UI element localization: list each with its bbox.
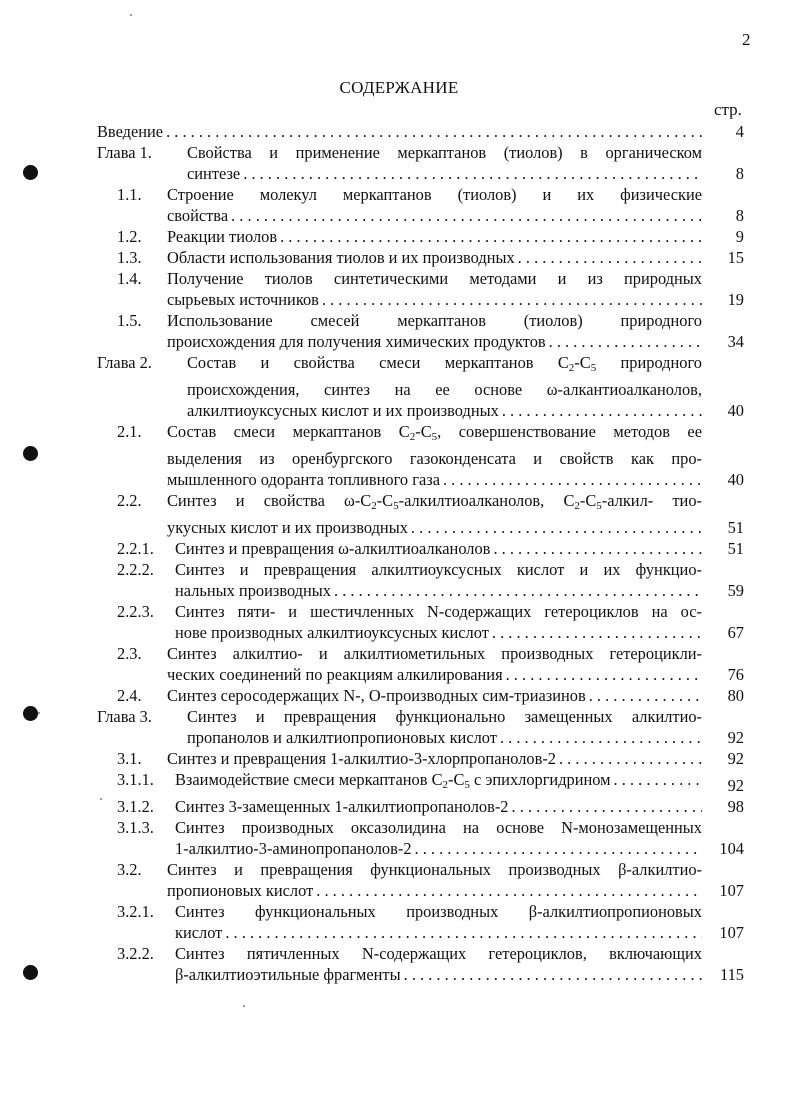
toc-entry-number: 1.1. [117, 185, 142, 204]
page-number: 2 [742, 30, 751, 49]
toc-entry-line: ческих соединений по реакциям алкилирования . . . [167, 664, 702, 685]
dot-leader [401, 964, 702, 985]
toc-entry [0, 769, 798, 796]
toc-entry-line: Синтез и превращения функциональных производных β-алкилтио- [167, 860, 702, 879]
dot-leader [489, 622, 702, 643]
toc-entry [0, 247, 798, 268]
toc-entry [0, 310, 798, 352]
toc-entry-page: 92 [727, 728, 744, 747]
dot-leader [222, 922, 702, 943]
toc-entry-line: Реакции тиолов . . . [167, 226, 702, 247]
toc-entry-page: 104 [719, 839, 744, 858]
toc-entry [0, 643, 798, 685]
toc-entry-line: укусных кислот и их производных . . . [167, 517, 702, 538]
toc-entry-number: 1.5. [117, 311, 142, 330]
dot-leader [503, 664, 702, 685]
toc-entry-line: Синтез производных оксазолидина на основе N-монозамещенных [175, 818, 702, 837]
toc-entry-page: 9 [735, 227, 744, 246]
toc-entry-line: Синтез пяти- и шестичленных N-содержащих гетероциклов на ос- [175, 602, 702, 621]
toc-entry [0, 184, 798, 226]
toc-entry-line: Состав и свойства смеси меркаптанов $C_2-C_5$ природного [187, 353, 702, 374]
toc-entry-line: алкилтиоуксусных кислот и их производных . . . [187, 400, 702, 421]
dot-leader [228, 205, 702, 226]
toc-entry [0, 901, 798, 943]
punch-hole-mark [23, 706, 38, 721]
toc-entry-line: Строение молекул меркаптанов (тиолов) и их физические [167, 185, 702, 204]
dot-leader [412, 838, 702, 859]
toc-entry [0, 121, 798, 142]
toc-entry [0, 490, 798, 538]
toc-entry-line: Синтез и свойства $\omega-C_2-C_5$-алкилтиоалканолов, $C_2-C_5-алкил-$ тио- [167, 491, 702, 512]
toc-entry [0, 226, 798, 247]
toc-entry-line: мышленного одоранта топливного газа . . . [167, 469, 702, 490]
dot-leader [319, 289, 702, 310]
dot-leader [163, 121, 702, 142]
toc-entry [0, 685, 798, 706]
toc-entry-line: Синтез и превращения функционально замещенных алкилтио- [187, 707, 702, 726]
toc-entry [0, 796, 798, 817]
toc-entry [0, 706, 798, 748]
dot-leader [556, 748, 702, 769]
scan-speck [130, 14, 132, 16]
toc-entry-page: 51 [727, 539, 744, 558]
toc-entry-page: 76 [727, 665, 744, 684]
toc-entry-number: 3.1.1. [117, 770, 154, 789]
dot-leader [277, 226, 702, 247]
toc-entry-line: пропанолов и алкилтиопропионовых кислот . . . [187, 727, 702, 748]
toc-entry-number: 1.4. [117, 269, 142, 288]
page-column-label: стр. [714, 100, 742, 119]
toc-entry-page: 107 [719, 881, 744, 900]
scan-speck [100, 798, 102, 800]
toc-entry [0, 142, 798, 184]
toc-entry-line: пропионовых кислот . . . [167, 880, 702, 901]
toc-entry [0, 817, 798, 859]
toc-entry-page: 15 [727, 248, 744, 267]
toc-entry-number: 2.2.1. [117, 539, 154, 558]
toc-entry-number: 3.2. [117, 860, 142, 879]
toc-entry-number: 1.3. [117, 248, 142, 267]
punch-hole-mark [23, 446, 38, 461]
toc-entry-line: Синтез и превращения 1-алкилтио-3-хлорпропанолов-2 . . . [167, 748, 702, 769]
dot-leader [240, 163, 702, 184]
punch-hole-mark [23, 165, 38, 180]
toc-entry-line: Синтез алкилтио- и алкилтиометильных производных гетероцикли- [167, 644, 702, 663]
punch-hole-mark [23, 965, 38, 980]
toc-entry [0, 538, 798, 559]
toc-entry-line: Свойства и применение меркаптанов (тиолов) в органическом [187, 143, 702, 162]
toc-entry-number: 3.1.3. [117, 818, 154, 837]
toc-entry [0, 268, 798, 310]
toc-entry-page: 40 [727, 470, 744, 489]
toc-entry-line: Синтез и превращения алкилтиоуксусных кислот и их функцио- [175, 560, 702, 579]
toc-entry-line: Введение . . . [97, 121, 702, 142]
scan-speck [38, 712, 40, 714]
dot-leader [546, 331, 702, 352]
toc-entry-line: Получение тиолов синтетическими методами и из природных [167, 269, 702, 288]
toc-entry-page: 115 [720, 965, 744, 984]
toc-entry-number: 2.2.2. [117, 560, 154, 579]
toc-entry-page: 51 [727, 518, 744, 537]
toc-entry-number: 3.2.1. [117, 902, 154, 921]
toc-entry-line: нальных производных . . . [175, 580, 702, 601]
table-of-contents [0, 121, 798, 985]
toc-entry-page: 34 [727, 332, 744, 351]
scan-speck [243, 1005, 245, 1007]
dot-leader [515, 247, 702, 268]
dot-leader [611, 769, 702, 796]
toc-entry [0, 601, 798, 643]
toc-entry-line: Синтез 3-замещенных 1-алкилтиопропанолов-2 . . . [175, 796, 702, 817]
toc-entry-line: Синтез и превращения ω-алкилтиоалканолов . . . [175, 538, 702, 559]
toc-entry-line: Использование смесей меркаптанов (тиолов) природного [167, 311, 702, 330]
dot-leader [499, 400, 702, 421]
toc-entry-number: Глава 2. [97, 353, 152, 372]
dot-leader [440, 469, 702, 490]
dot-leader [331, 580, 702, 601]
toc-entry-page: 4 [735, 122, 744, 141]
toc-entry-page: 67 [727, 623, 744, 642]
dot-leader [313, 880, 702, 901]
toc-entry-line: нове производных алкилтиоуксусных кислот . . . [175, 622, 702, 643]
toc-entry-line: происхождения для получения химических продуктов . . . [167, 331, 702, 352]
toc-entry-number: Глава 3. [97, 707, 152, 726]
toc-entry-number: Глава 1. [97, 143, 152, 162]
toc-entry-line: β-алкилтиоэтильные фрагменты . . . [175, 964, 702, 985]
toc-entry-number: 2.1. [117, 422, 142, 441]
toc-entry-line: синтезе . . . [187, 163, 702, 184]
toc-entry-page: 80 [727, 686, 744, 705]
toc-entry-page: 92 [727, 749, 744, 768]
toc-entry-page: 92 [727, 776, 744, 795]
toc-entry-line: Состав смеси меркаптанов $C_2-C_5$, совершенствование методов ее [167, 422, 702, 443]
toc-entry-line: Взаимодействие смеси меркаптанов $C_2-C_5$ с эпихлоргидрином . . . [175, 769, 702, 796]
dot-leader [497, 727, 702, 748]
toc-entry-page: 8 [735, 206, 744, 225]
toc-entry-page: 8 [735, 164, 744, 183]
toc-entry [0, 859, 798, 901]
page-title: СОДЕРЖАНИЕ [339, 78, 459, 97]
toc-entry-number: 2.3. [117, 644, 142, 663]
toc-entry-line: выделения из оренбургского газоконденсата и свойств как про- [167, 449, 702, 468]
toc-entry-line: сырьевых источников . . . [167, 289, 702, 310]
toc-entry-line: Синтез пятичленных N-содержащих гетероциклов, включающих [175, 944, 702, 963]
toc-entry-page: 19 [727, 290, 744, 309]
toc-entry-page: 98 [727, 797, 744, 816]
toc-entry-page: 107 [719, 923, 744, 942]
dot-leader [408, 517, 702, 538]
toc-entry-number: 2.2. [117, 491, 142, 510]
toc-entry-number: 2.2.3. [117, 602, 154, 621]
toc-entry-line: 1-алкилтио-3-аминопропанолов-2 . . . [175, 838, 702, 859]
toc-entry-line: Области использования тиолов и их производных . . . [167, 247, 702, 268]
dot-leader [509, 796, 702, 817]
toc-entry [0, 352, 798, 421]
toc-entry-number: 3.1.2. [117, 797, 154, 816]
toc-entry [0, 748, 798, 769]
toc-entry-line: свойства . . . [167, 205, 702, 226]
toc-entry [0, 943, 798, 985]
toc-entry-line: кислот . . . [175, 922, 702, 943]
toc-entry-line: Синтез функциональных производных β-алкилтиопропионовых [175, 902, 702, 921]
dot-leader [586, 685, 702, 706]
toc-entry-number: 3.1. [117, 749, 142, 768]
toc-entry [0, 421, 798, 490]
dot-leader [490, 538, 702, 559]
toc-entry-line: происхождения, синтез на ее основе ω-алкантиоалканолов, [187, 380, 702, 399]
toc-entry-number: 1.2. [117, 227, 142, 246]
toc-entry [0, 559, 798, 601]
toc-entry-page: 40 [727, 401, 744, 420]
toc-entry-number: 2.4. [117, 686, 142, 705]
toc-entry-number: 3.2.2. [117, 944, 154, 963]
toc-entry-line: Синтез серосодержащих N-, O-производных сим-триазинов . . . [167, 685, 702, 706]
toc-entry-page: 59 [727, 581, 744, 600]
